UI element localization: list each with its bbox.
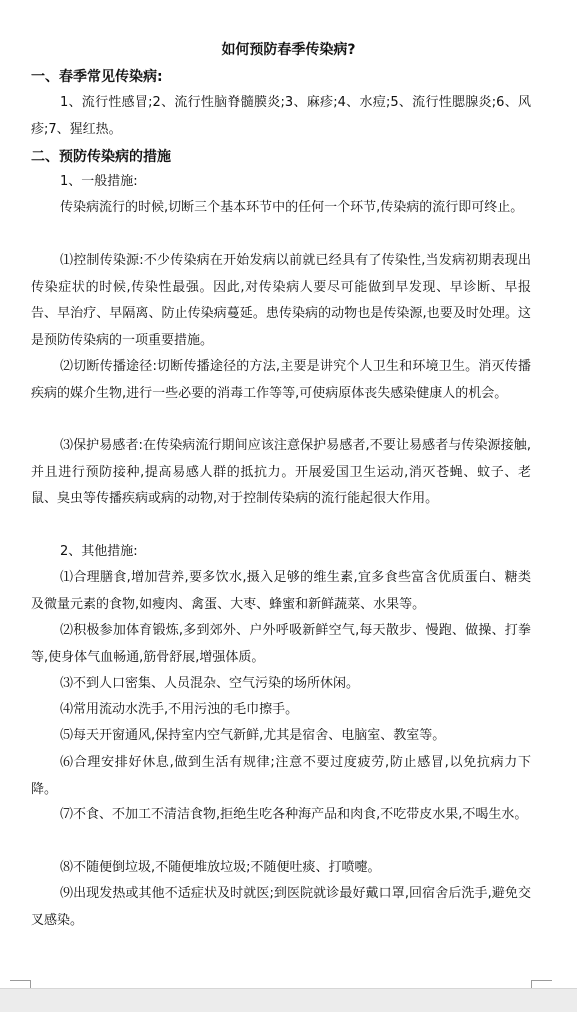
- other-measure-seek-doctor: ⑼出现发热或其他不适症状及时就医;到医院就诊最好戴口罩,回宿舍后洗手,避免交叉感染。: [31, 886, 531, 928]
- section2-heading: 二、预防传染病的措施: [31, 149, 171, 165]
- page-separator: [0, 988, 577, 1012]
- other-measures-label: 2、其他措施:: [60, 544, 138, 559]
- other-measure-exercise: ⑵积极参加体育锻炼,多到郊外、户外呼吸新鲜空气,每天散步、慢跑、做操、打拳等,使身体气血畅通,筋骨舒展,增强体质。: [31, 623, 531, 665]
- document-title: 如何预防春季传染病?: [221, 42, 356, 58]
- other-measure-diet: ⑴合理膳食,增加营养,要多饮水,摄入足够的维生素,宜多食些富含优质蛋白、糖类及微量元素的食物,如瘦肉、禽蛋、大枣、蜂蜜和新鲜蔬菜、水果等。: [31, 570, 531, 612]
- section1-heading: 一、春季常见传染病:: [31, 69, 163, 85]
- other-measure-hand-washing: ⑷常用流动水洗手,不用污浊的毛巾擦手。: [60, 702, 299, 717]
- other-measure-garbage: ⑻不随便倒垃圾,不随便堆放垃圾;不随便吐痰、打喷嚏。: [60, 860, 381, 875]
- other-measure-avoid-crowds: ⑶不到人口密集、人员混杂、空气污染的场所休闲。: [60, 676, 360, 691]
- measure-protect-susceptible: ⑶保护易感者:在传染病流行期间应该注意保护易感者,不要让易感者与传染源接触,并且进行预防接种,提高易感人群的抵抗力。开展爱国卫生运动,消灭苍蝇、蚊子、老鼠、臭虫等传播疾病或病的动物,对于控制传染病的流行能起很大作用。: [31, 438, 531, 506]
- general-measures-intro: 传染病流行的时候,切断三个基本环节中的任何一个环节,传染病的流行即可终止。: [60, 200, 524, 215]
- general-measures-label: 1、一般措施:: [60, 174, 138, 189]
- measure-cut-transmission: ⑵切断传播途径:切断传播途径的方法,主要是讲究个人卫生和环境卫生。消灭传播疾病的媒介生物,进行一些必要的消毒工作等等,可使病原体丧失感染健康人的机会。: [31, 359, 531, 401]
- measure-control-source: ⑴控制传染源:不少传染病在开始发病以前就已经具有了传染性,当发病初期表现出传染症状的时候,传染性最强。因此,对传染病人要尽可能做到早发现、早诊断、早报告、早治疗、早隔离、防止传染病蔓延。患传染病的动物也是传染源,也要及时处理。这是预防传染病的一项重要措施。: [31, 253, 531, 348]
- other-measure-rest: ⑹合理安排好休息,做到生活有规律;注意不要过度疲劳,防止感冒,以免抗病力下降。: [31, 755, 531, 797]
- other-measure-ventilation: ⑸每天开窗通风,保持室内空气新鲜,尤其是宿舍、电脑室、教室等。: [60, 728, 446, 743]
- other-measure-food-hygiene: ⑺不食、不加工不清洁食物,拒绝生吃各种海产品和肉食,不吃带皮水果,不喝生水。: [60, 807, 528, 822]
- section1-text: 1、流行性感冒;2、流行性脑脊髓膜炎;3、麻疹;4、水痘;5、流行性腮腺炎;6、风疹;7、猩红热。: [31, 95, 531, 137]
